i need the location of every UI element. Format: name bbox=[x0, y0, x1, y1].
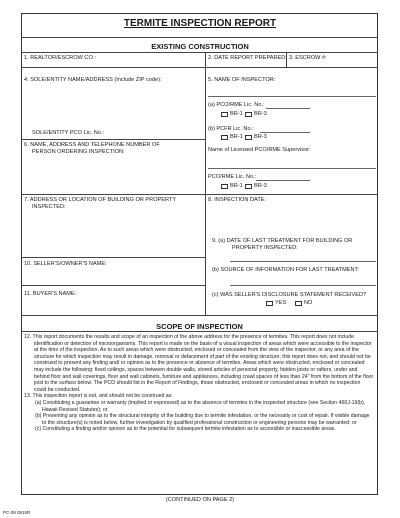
br1-label-c: BR-1 bbox=[230, 183, 243, 189]
last-treatment-label-line2: PROPERTY INSPECTED: bbox=[232, 245, 298, 251]
br1-label-b: BR-1 bbox=[230, 134, 243, 140]
rule bbox=[21, 37, 378, 38]
buyer-name-label: 11. BUYER'S NAME: bbox=[24, 291, 77, 297]
person-ordering-label-line2: PERSON ORDERING INSPECTION: bbox=[32, 149, 125, 155]
report-title: TERMITE INSPECTION REPORT bbox=[123, 18, 277, 29]
seller-owner-label: 10. SELLER'S/OWNER'S NAME: bbox=[24, 261, 107, 267]
sole-entity-address-label: 4. SOLE/ENTITY NAME/ADDRESS (Include ZIP code): bbox=[24, 77, 162, 83]
rme-supervisor-label: Name of Licensed PCO/RME Supervisor: bbox=[208, 147, 311, 153]
pcfr-b-line[interactable] bbox=[260, 132, 310, 133]
last-treatment-line[interactable] bbox=[230, 261, 376, 262]
br3-label-c: BR-3 bbox=[254, 183, 267, 189]
no-checkbox[interactable] bbox=[295, 301, 302, 306]
treatment-source-label: (b) SOURCE OF INFORMATION FOR LAST TREATMENT: bbox=[212, 267, 359, 273]
rule bbox=[21, 331, 378, 332]
date-report-prepared-label: 2. DATE REPORT PREPARED: bbox=[208, 55, 287, 61]
rule bbox=[21, 139, 205, 140]
paragraph-13c: (c) Constituting a finding and/or opinion as to the potential for subsequent termite infestation as to accessible or inaccessible areas. bbox=[35, 426, 336, 433]
property-address-label-line2: INSPECTED: bbox=[32, 204, 66, 210]
br1-checkbox-b[interactable] bbox=[221, 135, 228, 140]
rule bbox=[21, 257, 205, 258]
rule bbox=[21, 52, 378, 53]
person-ordering-label-line1: 6. NAME, ADDRESS AND TELEPHONE NUMBER OF bbox=[24, 142, 160, 148]
continued-note: (CONTINUED ON PAGE 2) bbox=[165, 497, 235, 503]
yes-label: YES bbox=[275, 300, 287, 306]
pco-rme-a-line[interactable] bbox=[266, 108, 310, 109]
br3-label-b: BR-3 bbox=[254, 134, 267, 140]
property-address-label-line1: 7. ADDRESS OR LOCATION OF BUILDING OR PROPERTY bbox=[24, 197, 177, 203]
column-divider bbox=[205, 52, 206, 315]
br3-label-a: BR-3 bbox=[254, 111, 267, 117]
realtor-escrow-label: 1. REALTOR/ESCROW CO.: bbox=[24, 55, 96, 61]
rule bbox=[21, 194, 378, 195]
disclosure-statement-label: (c) WAS SELLER'S DISCLOSURE STATEMENT RECEIVED? bbox=[212, 292, 367, 298]
inspector-name-line[interactable] bbox=[208, 96, 376, 97]
br1-label-a: BR-1 bbox=[230, 111, 243, 117]
br3-checkbox-b[interactable] bbox=[245, 135, 252, 140]
pco-rme-lic-line[interactable] bbox=[256, 180, 310, 181]
rule bbox=[21, 67, 378, 68]
br3-checkbox-c[interactable] bbox=[245, 184, 252, 189]
pco-rme-a-label: (a) PCO/RME Lic. No.: bbox=[208, 102, 265, 108]
scope-of-inspection-title: SCOPE OF INSPECTION bbox=[156, 322, 243, 331]
inspection-date-label: 8. INSPECTION DATE: bbox=[208, 197, 267, 203]
treatment-source-line[interactable] bbox=[230, 285, 376, 286]
last-treatment-label-line1: 9. (a) DATE OF LAST TREATMENT FOR BUILDING OR bbox=[212, 238, 353, 244]
rule bbox=[21, 315, 378, 316]
inspector-name-label: 5. NAME OF INSPECTOR: bbox=[208, 77, 276, 83]
yes-checkbox[interactable] bbox=[266, 301, 273, 306]
paragraph-13b: (b) Presenting any opinion as to the structural integrity of the building due to termite infestation, or the necessity or cost of repair. If visible damage to the structure(s) is noted below, further investigation by qualified professional construction or engineering persons may be warranted; or bbox=[35, 413, 370, 426]
sole-entity-pco-label: SOLE/ENTITY PCO Lic. No.: bbox=[32, 130, 105, 136]
pco-rme-lic-label: PCO/RME Lic. No.: bbox=[208, 174, 257, 180]
br3-checkbox-a[interactable] bbox=[245, 112, 252, 117]
paragraph-12: 12. This report documents the results and scope of an inspection of the above address for the presence of termites. This report does not include identification or detection of microorganisms. This report is made on the basis of a visual inspection of areas which were accessible to the inspector at the time of the inspection. As to such areas which were obstructed, enclosed or concealed from the view of the inspector, or any area of the structure for which inspection may result in damage, removal or defacement of part of the existing structure, this report does not, and should not be construed to present any finding and/ or opinion as to the presence or absence of termites. Areas which were obstructed, enclosed or concealed may include the following: fixed ceilings, spaces between double walls, stored articles of personal property, hidden joists or rafters, under and behind floor and wall coverings, floor and wall cabinets, furniture and appliances, including crawl spaces of less than 24" from the bottom of the floor joist to the surface below. The PCO should list in the Report of Findings, those obstructed, enclosed or concealed areas in which no inspection could be conducted. bbox=[24, 334, 374, 393]
rule bbox=[21, 285, 205, 286]
rme-supervisor-line[interactable] bbox=[208, 168, 376, 169]
paragraph-13a: (a) Constituting a guarantee or warranty (implied or expressed) as to the absence of termites in the inspected structure (see Section 460J-19(b), Hawaii Revised Statutes); or bbox=[35, 399, 366, 413]
section-title-existing-construction: EXISTING CONSTRUCTION bbox=[151, 42, 249, 51]
form-code: PC-09 0815R bbox=[3, 510, 31, 515]
paragraph-13: 13. This inspection report is not, and should not be construed as: bbox=[24, 393, 173, 400]
br1-checkbox-a[interactable] bbox=[221, 112, 228, 117]
no-label: NO bbox=[304, 300, 313, 306]
escrow-number-label: 3. ESCROW #: bbox=[289, 55, 327, 61]
pcfr-b-label: (b) PCFR Lic. No.: bbox=[208, 126, 254, 132]
br1-checkbox-c[interactable] bbox=[221, 184, 228, 189]
scope-text bbox=[24, 334, 374, 433]
